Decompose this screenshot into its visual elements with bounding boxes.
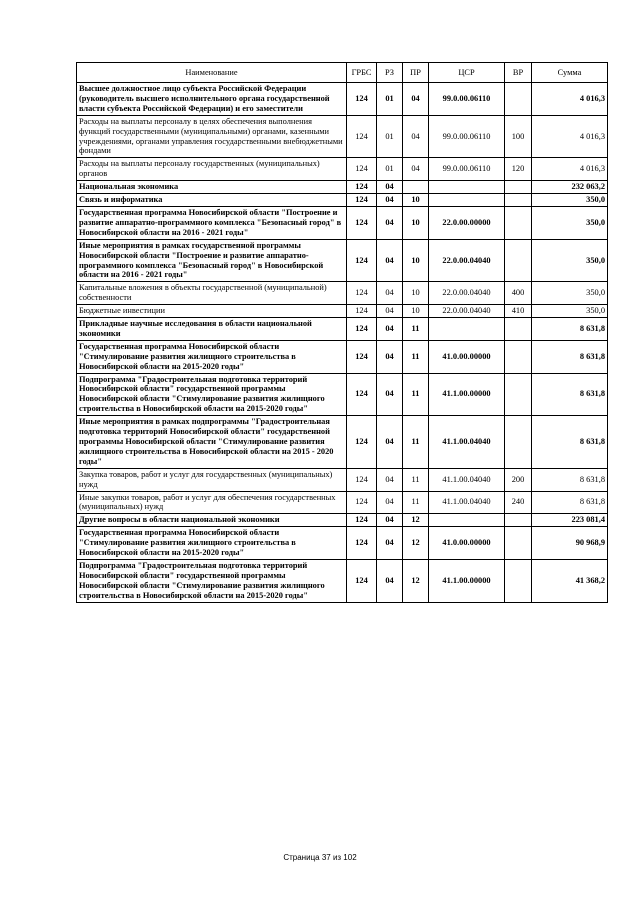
row-vr [505,340,532,373]
row-vr [505,416,532,469]
table-row [77,158,608,181]
table-row [77,514,608,527]
table-row [77,318,608,341]
table-row [77,373,608,416]
row-pr: 10 [403,239,429,282]
row-csr: 22.0.00.04040 [429,239,505,282]
row-grbs: 124 [347,514,377,527]
header-pr: ПР [403,63,429,83]
row-vr [505,194,532,207]
row-name: Капитальные вложения в объекты государственной (муниципальной) собственности [77,282,347,305]
row-csr [429,318,505,341]
row-csr: 41.1.00.04040 [429,491,505,514]
table-row [77,340,608,373]
row-sum: 350,0 [532,282,608,305]
table-row [77,559,608,602]
row-vr: 120 [505,158,532,181]
row-vr [505,318,532,341]
row-rz: 04 [377,282,403,305]
row-sum: 8 631,8 [532,491,608,514]
row-rz: 04 [377,194,403,207]
row-grbs: 124 [347,115,377,158]
table-row [77,83,608,116]
row-sum: 350,0 [532,239,608,282]
header-csr: ЦСР [429,63,505,83]
header-rz: РЗ [377,63,403,83]
row-csr: 99.0.00.06110 [429,158,505,181]
row-grbs: 124 [347,373,377,416]
row-grbs: 124 [347,416,377,469]
row-vr: 410 [505,305,532,318]
row-pr: 10 [403,206,429,239]
row-sum: 8 631,8 [532,416,608,469]
row-sum: 350,0 [532,206,608,239]
table-row [77,416,608,469]
row-rz: 04 [377,181,403,194]
row-name: Связь и информатика [77,194,347,207]
row-pr: 04 [403,158,429,181]
row-vr [505,514,532,527]
row-grbs: 124 [347,559,377,602]
table-row [77,206,608,239]
row-vr [505,83,532,116]
row-pr [403,181,429,194]
row-grbs: 124 [347,158,377,181]
row-name: Национальная экономика [77,181,347,194]
row-vr: 200 [505,468,532,491]
row-rz: 04 [377,340,403,373]
row-grbs: 124 [347,181,377,194]
row-csr: 41.1.00.00000 [429,373,505,416]
row-pr: 11 [403,468,429,491]
row-sum: 4 016,3 [532,83,608,116]
row-grbs: 124 [347,206,377,239]
row-sum: 8 631,8 [532,340,608,373]
row-rz: 04 [377,514,403,527]
table-body [77,83,608,603]
row-csr: 41.1.00.04040 [429,416,505,469]
row-rz: 04 [377,305,403,318]
row-sum: 223 081,4 [532,514,608,527]
row-rz: 01 [377,158,403,181]
row-pr: 10 [403,194,429,207]
page-number: Страница 37 из 102 [283,853,357,862]
budget-table [76,62,608,603]
row-csr: 99.0.00.06110 [429,115,505,158]
row-vr [505,206,532,239]
row-grbs: 124 [347,282,377,305]
row-grbs: 124 [347,318,377,341]
table-row [77,239,608,282]
row-rz: 01 [377,115,403,158]
row-csr [429,181,505,194]
row-grbs: 124 [347,83,377,116]
row-name: Расходы на выплаты персоналу государственных (муниципальных) органов [77,158,347,181]
row-sum: 8 631,8 [532,373,608,416]
header-grbs: ГРБС [347,63,377,83]
row-pr: 11 [403,416,429,469]
row-sum: 41 368,2 [532,559,608,602]
row-name: Государственная программа Новосибирской области "Стимулирование развития жилищного строительства в Новосибирской области на 2015-2020 годы" [77,527,347,560]
row-sum: 350,0 [532,305,608,318]
row-grbs: 124 [347,527,377,560]
row-csr: 22.0.00.04040 [429,305,505,318]
table-row [77,527,608,560]
row-pr: 11 [403,318,429,341]
row-csr [429,194,505,207]
row-vr: 100 [505,115,532,158]
row-sum: 4 016,3 [532,158,608,181]
row-grbs: 124 [347,305,377,318]
row-sum: 90 968,9 [532,527,608,560]
row-name: Подпрограмма "Градостроительная подготовка территорий Новосибирской области" государственной программы Новосибирской области "Стимулирование развития жилищного строительства в Новосибирской области на 2015-2020 годы" [77,559,347,602]
header-name: Наименование [77,63,347,83]
row-rz: 04 [377,206,403,239]
row-grbs: 124 [347,340,377,373]
header-sum: Сумма [532,63,608,83]
row-name: Другие вопросы в области национальной экономики [77,514,347,527]
row-csr: 41.1.00.00000 [429,559,505,602]
table-row [77,115,608,158]
header-vr: ВР [505,63,532,83]
row-rz: 04 [377,373,403,416]
row-grbs: 124 [347,194,377,207]
row-sum: 8 631,8 [532,318,608,341]
row-sum: 350,0 [532,194,608,207]
row-pr: 10 [403,282,429,305]
row-rz: 01 [377,83,403,116]
table-row [77,468,608,491]
row-csr: 99.0.00.06110 [429,83,505,116]
row-csr: 41.1.00.04040 [429,468,505,491]
row-sum: 232 063,2 [532,181,608,194]
row-rz: 04 [377,527,403,560]
row-name: Бюджетные инвестиции [77,305,347,318]
row-grbs: 124 [347,468,377,491]
table-row [77,194,608,207]
row-rz: 04 [377,491,403,514]
row-name: Иные мероприятия в рамках подпрограммы "Градостроительная подготовка территорий Новосибирской области" государственной программы Новосибирской области "Стимулирование развития жилищного строительства в Новосибирской области на 2015 - 2020 годы" [77,416,347,469]
row-sum: 8 631,8 [532,468,608,491]
row-grbs: 124 [347,239,377,282]
row-vr [505,559,532,602]
row-csr: 41.0.00.00000 [429,527,505,560]
row-vr [505,239,532,282]
row-rz: 04 [377,239,403,282]
row-pr: 12 [403,527,429,560]
row-csr: 22.0.00.04040 [429,282,505,305]
table-row [77,491,608,514]
row-csr: 22.0.00.00000 [429,206,505,239]
table-row [77,282,608,305]
row-csr [429,514,505,527]
row-name: Расходы на выплаты персоналу в целях обеспечения выполнения функций государственными (муниципальными) органами, казенными учреждениями, органами управления государственными внебюджетными фондами [77,115,347,158]
row-name: Иные закупки товаров, работ и услуг для обеспечения государственных (муниципальных) нужд [77,491,347,514]
row-rz: 04 [377,416,403,469]
table-header-row [77,63,608,83]
row-name: Высшее должностное лицо субъекта Российской Федерации (руководитель высшего исполнительного органа государственной власти субъекта Российской Федерации) и его заместители [77,83,347,116]
row-pr: 12 [403,514,429,527]
row-name: Подпрограмма "Градостроительная подготовка территорий Новосибирской области" государственной программы Новосибирской области "Стимулирование развития жилищного строительства в Новосибирской области на 2015-2020 годы" [77,373,347,416]
row-rz: 04 [377,318,403,341]
row-rz: 04 [377,559,403,602]
row-vr: 240 [505,491,532,514]
row-pr: 04 [403,115,429,158]
row-pr: 11 [403,373,429,416]
row-vr [505,373,532,416]
row-name: Иные мероприятия в рамках государственной программы Новосибирской области "Построение и развитие аппаратно-программного комплекса "Безопасный город" в Новосибирской области на 2016 - 2021 годы" [77,239,347,282]
row-pr: 11 [403,491,429,514]
row-name: Прикладные научные исследования в области национальной экономики [77,318,347,341]
row-pr: 04 [403,83,429,116]
row-vr [505,527,532,560]
row-pr: 10 [403,305,429,318]
row-name: Государственная программа Новосибирской области "Стимулирование развития жилищного строительства в Новосибирской области на 2015-2020 годы" [77,340,347,373]
table-row [77,181,608,194]
row-vr [505,181,532,194]
row-vr: 400 [505,282,532,305]
row-pr: 11 [403,340,429,373]
row-rz: 04 [377,468,403,491]
row-pr: 12 [403,559,429,602]
row-name: Государственная программа Новосибирской области "Построение и развитие аппаратно-программного комплекса "Безопасный город" в Новосибирской области на 2016 - 2021 годы" [77,206,347,239]
row-name: Закупка товаров, работ и услуг для государственных (муниципальных) нужд [77,468,347,491]
row-sum: 4 016,3 [532,115,608,158]
row-csr: 41.0.00.00000 [429,340,505,373]
row-grbs: 124 [347,491,377,514]
table-row [77,305,608,318]
